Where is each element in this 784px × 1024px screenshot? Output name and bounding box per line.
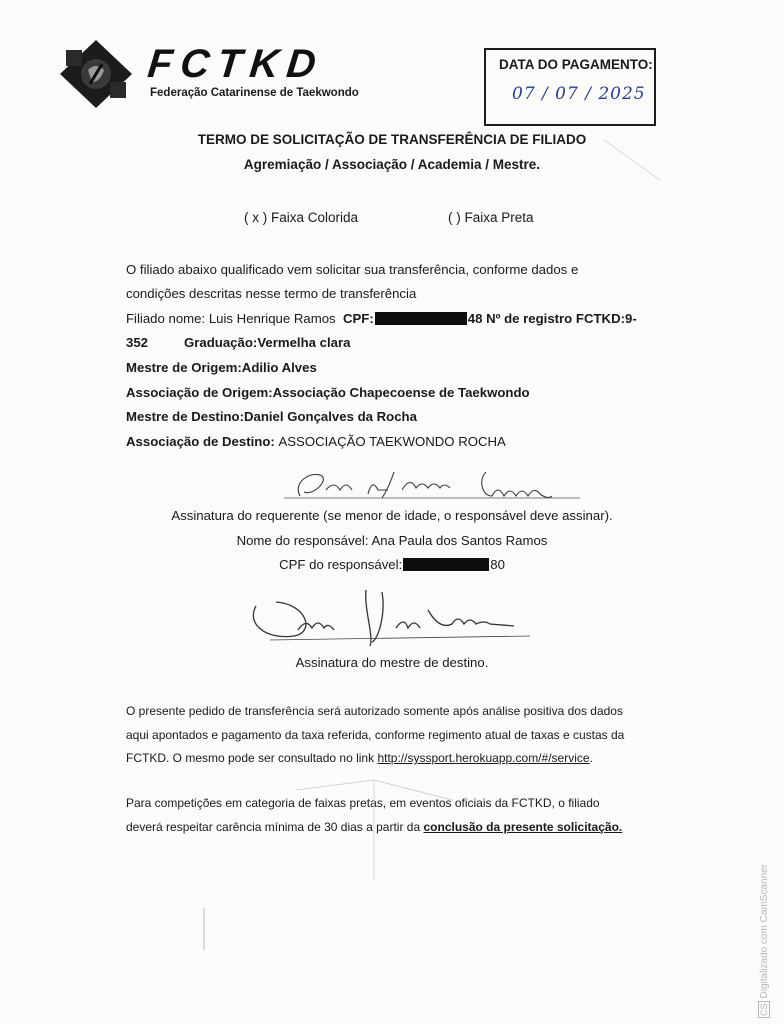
registry-label: Nº de registro FCTKD:9- (482, 311, 637, 326)
cpf-label: CPF: (342, 311, 374, 326)
cpf-suffix: 48 (467, 311, 483, 326)
footer-paragraph-1-line-2: aqui apontados e pagamento da taxa referida, conforme regimento atual de taxas e custas da (126, 728, 625, 742)
destination-master: Mestre de Destino:Daniel Gonçalves da Rocha (126, 409, 417, 424)
camscanner-badge: CS (759, 1003, 769, 1016)
affiliate-label: Filiado nome: (126, 311, 209, 326)
intro-line-1: O filiado abaixo qualificado vem solicitar sua transferência, conforme dados e (126, 262, 579, 277)
responsible-cpf-suffix: 80 (490, 557, 505, 572)
footer-paragraph-1-line-1: O presente pedido de transferência será autorizado somente após análise positiva dos dados (126, 704, 623, 718)
responsible-cpf-label: CPF do responsável: (279, 557, 403, 572)
footer-link-prefix: FCTKD. O mesmo pode ser consultado no link (126, 751, 378, 765)
camscanner-watermark (758, 864, 770, 1018)
camscanner-text: Digitalizado com CamScanner (759, 863, 770, 999)
intro-line-2: condições descritas nesse termo de transferência (126, 286, 417, 301)
destination-association-value: ASSOCIAÇÃO TAEKWONDO ROCHA (278, 434, 506, 449)
footer-paragraph-2-prefix: deverá respeitar carência mínima de 30 dias a partir da (126, 820, 424, 834)
affiliate-name: Luis Henrique Ramos (208, 311, 336, 326)
option-black-belt: ( ) Faixa Preta (448, 210, 534, 225)
requester-signature-caption: Assinatura do requerente (se menor de idade, o responsável deve assinar). (171, 508, 613, 523)
origin-association: Associação de Origem:Associação Chapecoense de Taekwondo (126, 385, 530, 400)
responsible-name: Nome do responsável: Ana Paula dos Santos Ramos (236, 533, 548, 548)
service-link[interactable]: http://syssport.herokuapp.com/#/service (377, 751, 590, 765)
document-title: TERMO DE SOLICITAÇÃO DE TRANSFERÊNCIA DE FILIADO (197, 132, 587, 147)
option-colored-belt: ( x ) Faixa Colorida (244, 210, 359, 225)
brand-name: FCTKD (145, 42, 326, 86)
brand-subtitle: Federação Catarinense de Taekwondo (150, 87, 359, 99)
payment-date-value: 07 / 07 / 2025 (512, 84, 646, 104)
origin-master: Mestre de Origem:Adilio Alves (126, 360, 317, 375)
document-subtitle: Agremiação / Associação / Academia / Mestre. (243, 157, 541, 172)
graduation-label: Graduação: (184, 335, 258, 350)
graduation-value: Vermelha clara (257, 335, 351, 350)
registry-continuation: 352 (126, 335, 149, 350)
footer-paragraph-2-underlined: conclusão da presente solicitação. (423, 820, 623, 834)
footer-link-suffix: . (589, 751, 593, 765)
master-signature-caption: Assinatura do mestre de destino. (295, 655, 489, 670)
payment-date-label: DATA DO PAGAMENTO: (499, 57, 653, 72)
footer-paragraph-2-line-1: Para competições em categoria de faixas pretas, em eventos oficiais da FCTKD, o filiado (126, 796, 600, 810)
destination-association-label: Associação de Destino: (126, 434, 279, 449)
